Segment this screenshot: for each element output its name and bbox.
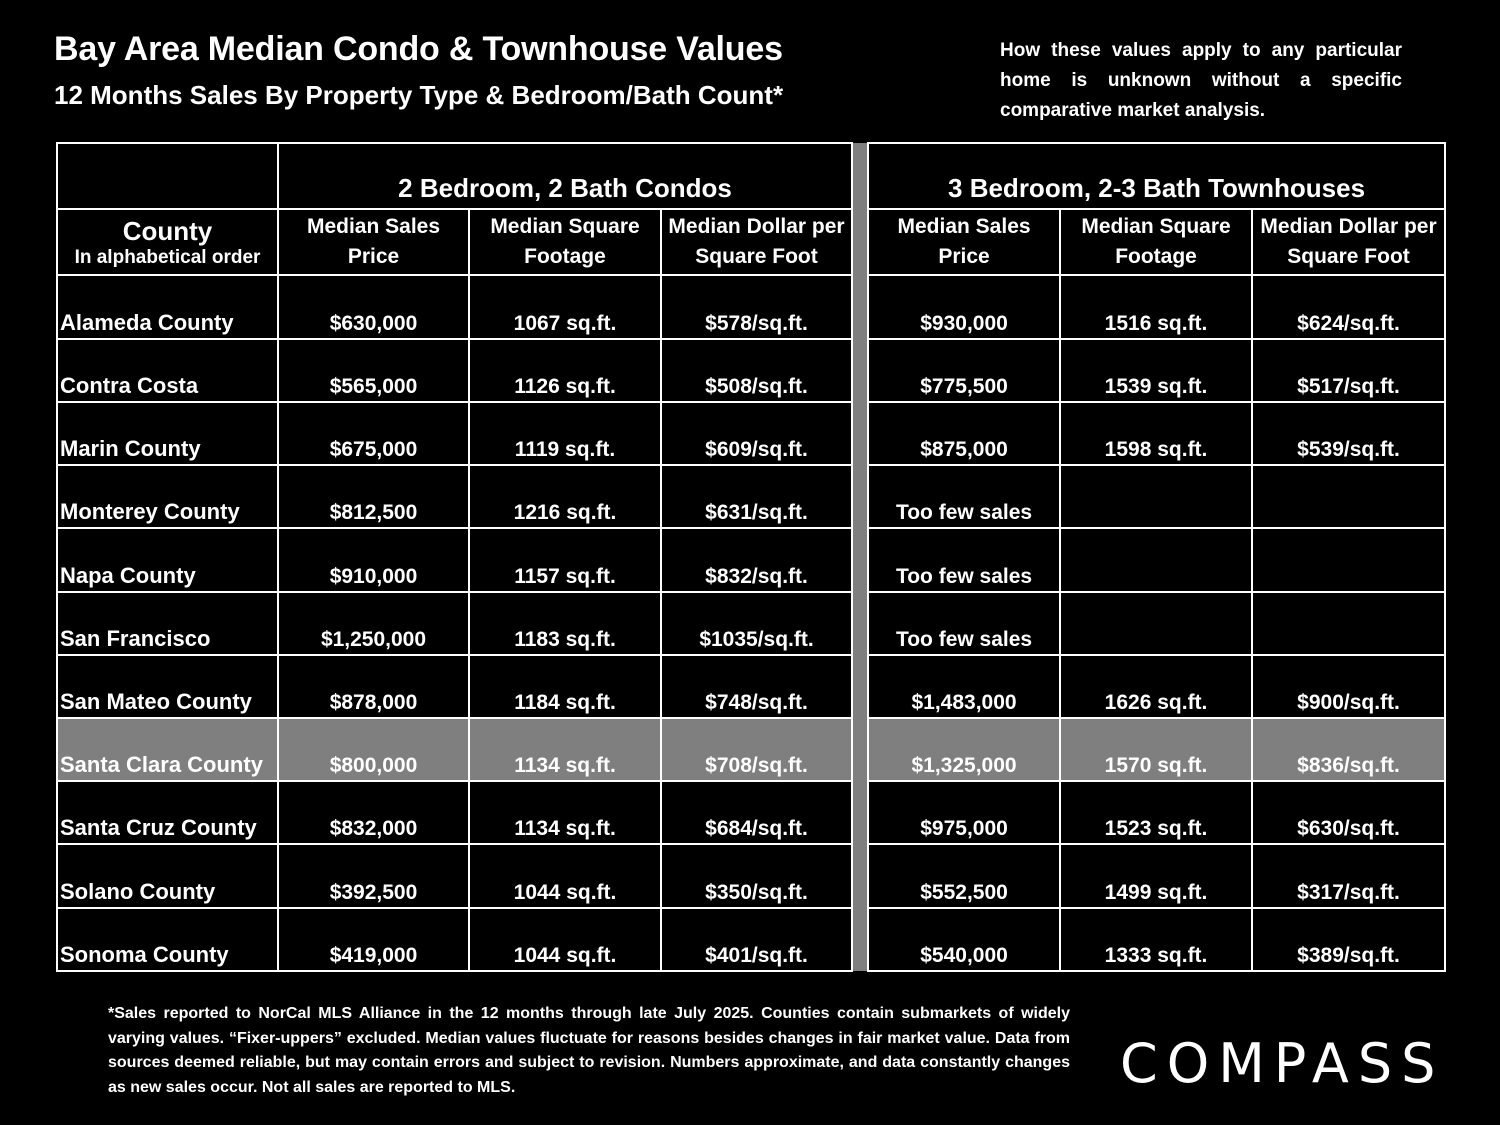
townhouse-price-cell: $540,000	[868, 908, 1060, 971]
townhouse-price-cell: $975,000	[868, 781, 1060, 844]
table-row	[57, 465, 1445, 528]
column-separator	[852, 718, 868, 781]
table-row	[57, 844, 1445, 907]
condo-price-cell: $565,000	[278, 339, 469, 402]
townhouse-ppsf-cell	[1252, 592, 1445, 655]
townhouse-ppsf-cell	[1252, 528, 1445, 591]
condo-sqft-cell: 1216 sq.ft.	[469, 465, 661, 528]
condo-ppsf-cell: $748/sq.ft.	[661, 655, 852, 718]
condo-ppsf-cell: $684/sq.ft.	[661, 781, 852, 844]
condo-price-cell: $800,000	[278, 718, 469, 781]
column-separator	[852, 844, 868, 907]
condo-sqft-cell: 1044 sq.ft.	[469, 908, 661, 971]
condo-sqft-cell: 1067 sq.ft.	[469, 275, 661, 338]
condo-price-cell: $878,000	[278, 655, 469, 718]
townhouse-price-cell: $1,483,000	[868, 655, 1060, 718]
townhouse-ppsf-cell	[1252, 465, 1445, 528]
column-separator	[852, 655, 868, 718]
disclaimer-text: How these values apply to any particular home is unknown without a specific comparative market analysis.	[1000, 40, 1402, 121]
page-subtitle: 12 Months Sales By Property Type & Bedroom/Bath Count*	[54, 80, 784, 110]
county-cell: Monterey County	[57, 465, 278, 528]
townhouse-ppsf-cell: $389/sq.ft.	[1252, 908, 1445, 971]
column-separator	[852, 528, 868, 591]
townhouse-sqft-cell	[1060, 528, 1252, 591]
values-table	[56, 142, 1446, 972]
county-cell: Sonoma County	[57, 908, 278, 971]
condo-ppsf-cell: $508/sq.ft.	[661, 339, 852, 402]
table-row	[57, 908, 1445, 971]
condo-ppsf-cell: $708/sq.ft.	[661, 718, 852, 781]
condo-sqft-header: Median Square Footage	[469, 209, 661, 275]
condo-ppsf-cell: $832/sq.ft.	[661, 528, 852, 591]
townhouse-sqft-cell: 1598 sq.ft.	[1060, 402, 1252, 465]
townhouse-sqft-cell: 1523 sq.ft.	[1060, 781, 1252, 844]
condo-sqft-cell: 1119 sq.ft.	[469, 402, 661, 465]
compass-logo: COMPASS	[1120, 1032, 1445, 1095]
condo-sqft-cell: 1134 sq.ft.	[469, 718, 661, 781]
townhouse-ppsf-cell: $630/sq.ft.	[1252, 781, 1445, 844]
condo-ppsf-cell: $631/sq.ft.	[661, 465, 852, 528]
column-separator	[852, 908, 868, 971]
condo-ppsf-cell: $609/sq.ft.	[661, 402, 852, 465]
table-row	[57, 528, 1445, 591]
condo-price-cell: $1,250,000	[278, 592, 469, 655]
condo-price-header: Median Sales Price	[278, 209, 469, 275]
townhouse-price-cell: $875,000	[868, 402, 1060, 465]
column-separator	[852, 402, 868, 465]
townhouse-sqft-cell: 1539 sq.ft.	[1060, 339, 1252, 402]
townhouse-ppsf-cell: $900/sq.ft.	[1252, 655, 1445, 718]
group-header-townhouses: 3 Bedroom, 2-3 Bath Townhouses	[868, 143, 1445, 209]
townhouse-ppsf-cell: $517/sq.ft.	[1252, 339, 1445, 402]
townhouse-sqft-cell: 1516 sq.ft.	[1060, 275, 1252, 338]
page-title: Bay Area Median Condo & Townhouse Values	[54, 30, 783, 68]
column-separator	[852, 465, 868, 528]
county-cell: Santa Cruz County	[57, 781, 278, 844]
column-separator	[852, 781, 868, 844]
column-separator	[852, 275, 868, 338]
county-header-sublabel: In alphabetical order	[74, 247, 261, 269]
group-header-row	[57, 143, 1445, 209]
townhouse-sqft-cell: 1626 sq.ft.	[1060, 655, 1252, 718]
table-row	[57, 339, 1445, 402]
townhouse-price-cell: $775,500	[868, 339, 1060, 402]
condo-ppsf-cell: $578/sq.ft.	[661, 275, 852, 338]
townhouse-ppsf-cell: $317/sq.ft.	[1252, 844, 1445, 907]
townhouse-price-cell: $930,000	[868, 275, 1060, 338]
county-cell: Solano County	[57, 844, 278, 907]
table-row	[57, 781, 1445, 844]
townhouse-ppsf-header: Median Dollar per Square Foot	[1252, 209, 1445, 275]
townhouse-ppsf-cell: $624/sq.ft.	[1252, 275, 1445, 338]
table-row	[57, 718, 1445, 781]
townhouse-sqft-header: Median Square Footage	[1060, 209, 1252, 275]
condo-sqft-cell: 1134 sq.ft.	[469, 781, 661, 844]
column-separator	[852, 143, 868, 209]
townhouse-sqft-cell	[1060, 465, 1252, 528]
townhouse-price-header: Median Sales Price	[868, 209, 1060, 275]
townhouse-ppsf-cell: $836/sq.ft.	[1252, 718, 1445, 781]
condo-price-cell: $910,000	[278, 528, 469, 591]
column-header-row	[57, 209, 1445, 275]
condo-sqft-cell: 1126 sq.ft.	[469, 339, 661, 402]
column-separator	[852, 339, 868, 402]
condo-ppsf-header: Median Dollar per Square Foot	[661, 209, 852, 275]
condo-price-cell: $419,000	[278, 908, 469, 971]
townhouse-price-cell: $552,500	[868, 844, 1060, 907]
condo-price-cell: $630,000	[278, 275, 469, 338]
townhouse-price-cell: Too few sales	[868, 592, 1060, 655]
townhouse-price-cell: Too few sales	[868, 465, 1060, 528]
condo-ppsf-cell: $350/sq.ft.	[661, 844, 852, 907]
group-header-condos: 2 Bedroom, 2 Bath Condos	[278, 143, 852, 209]
condo-sqft-cell: 1183 sq.ft.	[469, 592, 661, 655]
condo-ppsf-cell: $1035/sq.ft.	[661, 592, 852, 655]
condo-sqft-cell: 1157 sq.ft.	[469, 528, 661, 591]
condo-price-cell: $675,000	[278, 402, 469, 465]
column-separator	[852, 592, 868, 655]
townhouse-sqft-cell: 1570 sq.ft.	[1060, 718, 1252, 781]
corner-cell	[57, 143, 278, 209]
townhouse-price-cell: Too few sales	[868, 528, 1060, 591]
condo-sqft-cell: 1184 sq.ft.	[469, 655, 661, 718]
townhouse-price-cell: $1,325,000	[868, 718, 1060, 781]
table-row	[57, 402, 1445, 465]
county-cell: San Mateo County	[57, 655, 278, 718]
county-cell: Napa County	[57, 528, 278, 591]
county-cell: Alameda County	[57, 275, 278, 338]
county-cell: Contra Costa	[57, 339, 278, 402]
condo-price-cell: $832,000	[278, 781, 469, 844]
county-cell: Marin County	[57, 402, 278, 465]
townhouse-sqft-cell: 1499 sq.ft.	[1060, 844, 1252, 907]
table-row	[57, 275, 1445, 338]
column-separator	[852, 209, 868, 275]
footnote-text: *Sales reported to NorCal MLS Alliance in the 12 months through late July 2025. Counties contain submarkets of widely varying values. “Fixer-uppers” excluded. Median values fluctuate for reasons besides changes in fair market value. Data from sources deemed reliable, but may contain errors and subject to revision. Numbers approximate, and data constantly changes as new sales occur. Not all sales are reported to MLS.	[108, 1005, 1070, 1096]
county-header-label: County	[122, 216, 213, 247]
townhouse-ppsf-cell: $539/sq.ft.	[1252, 402, 1445, 465]
table-row	[57, 592, 1445, 655]
condo-price-cell: $812,500	[278, 465, 469, 528]
townhouse-sqft-cell	[1060, 592, 1252, 655]
condo-sqft-cell: 1044 sq.ft.	[469, 844, 661, 907]
condo-ppsf-cell: $401/sq.ft.	[661, 908, 852, 971]
county-header	[57, 209, 278, 275]
condo-price-cell: $392,500	[278, 844, 469, 907]
county-cell: San Francisco	[57, 592, 278, 655]
table-row	[57, 655, 1445, 718]
county-cell: Santa Clara County	[57, 718, 278, 781]
townhouse-sqft-cell: 1333 sq.ft.	[1060, 908, 1252, 971]
